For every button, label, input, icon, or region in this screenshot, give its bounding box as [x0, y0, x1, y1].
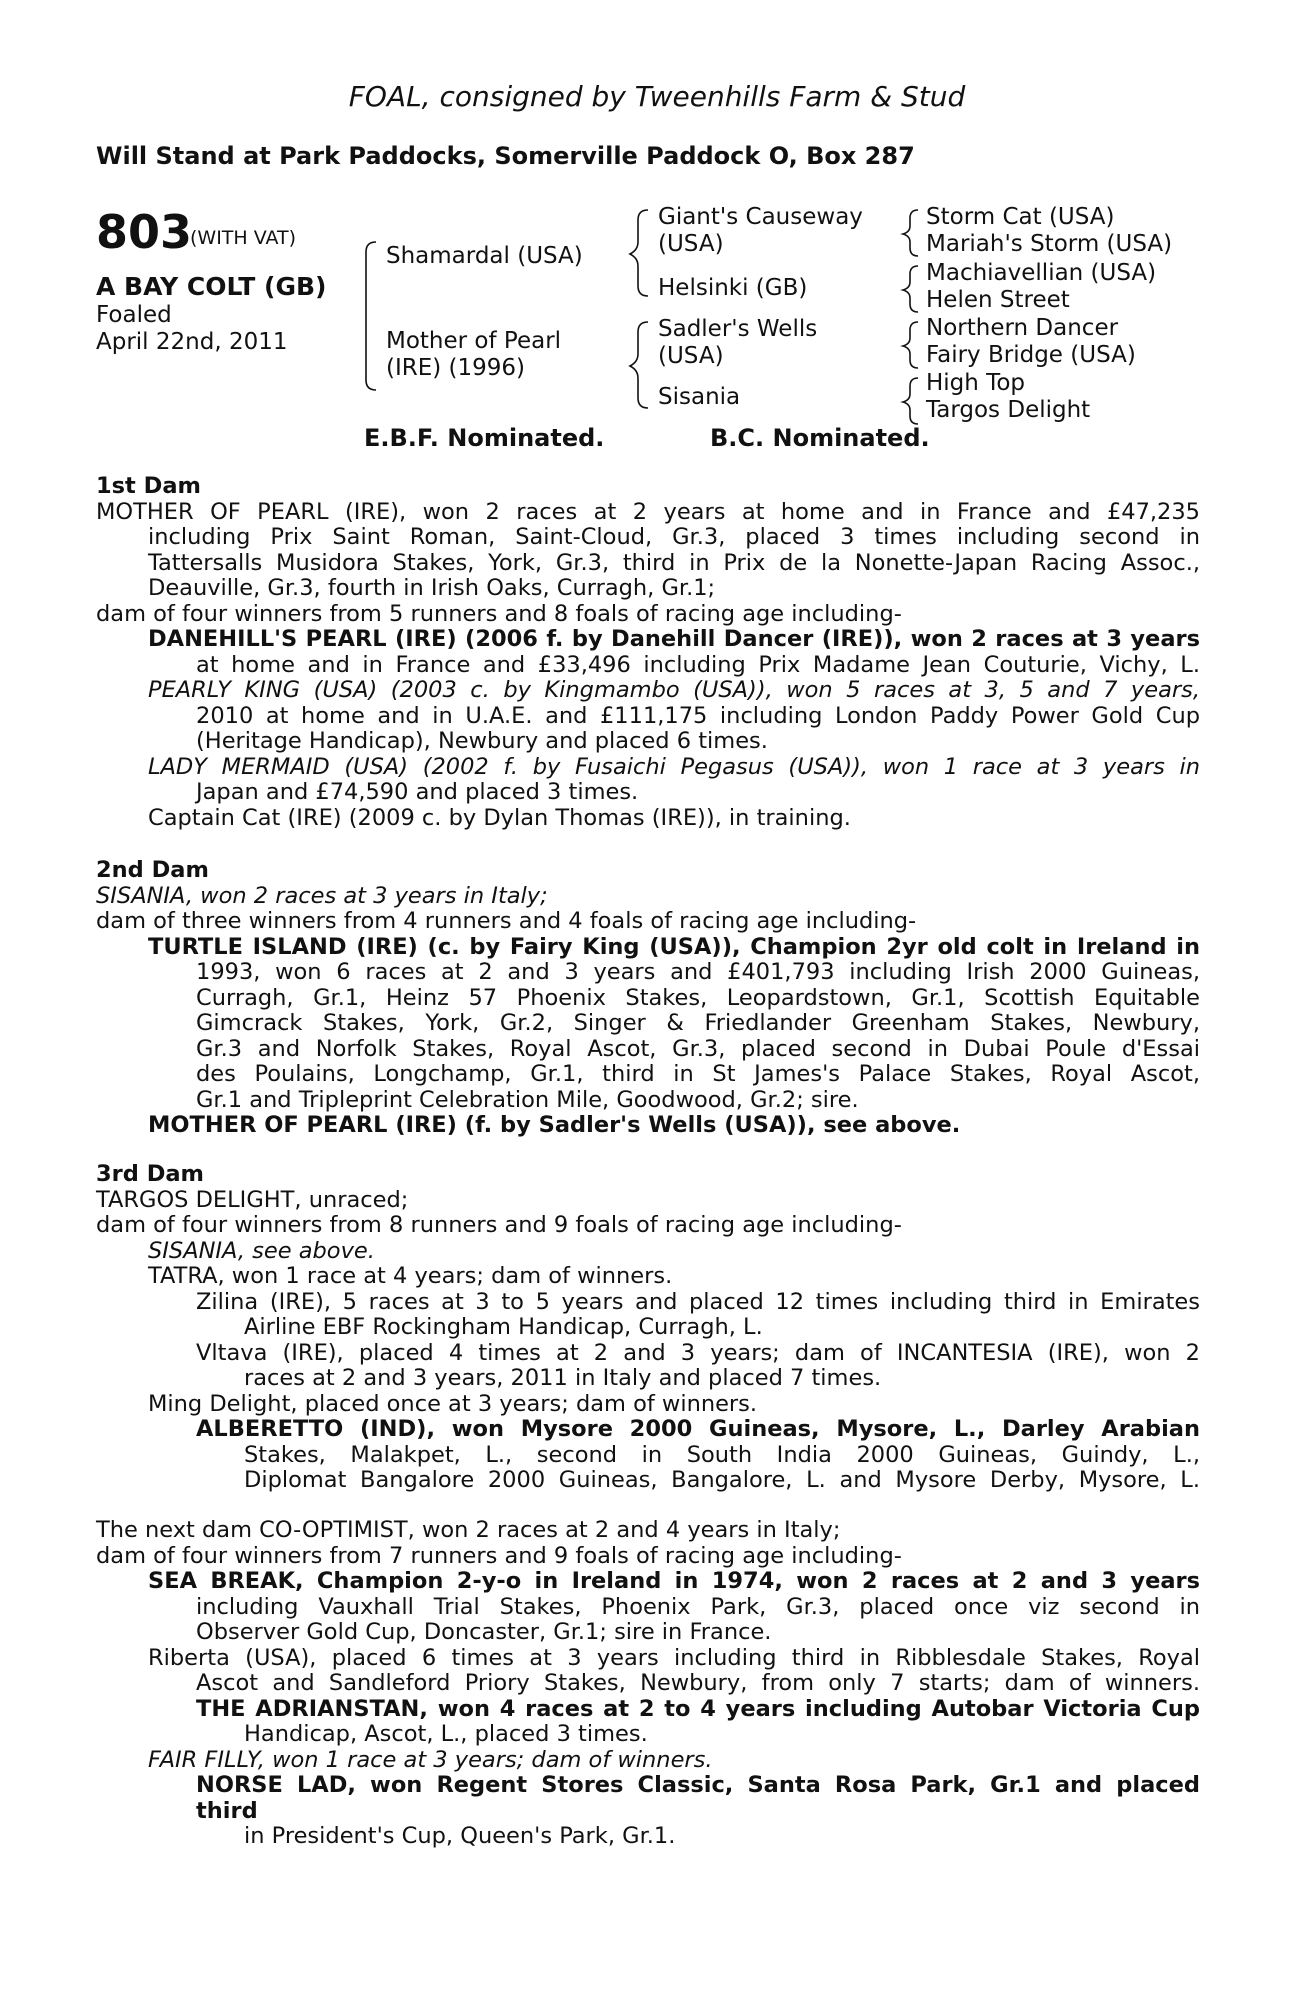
pedigree-sire-dam: Helsinki (GB)	[658, 275, 808, 301]
first-dam-section	[96, 474, 1200, 831]
first-dam-line: dam of four winners from 5 runners and 8 foals of racing age including-	[96, 600, 902, 627]
first-dam-line: (Heritage Handicap), Newbury and placed 6 times.	[196, 728, 768, 754]
pedigree-g3-2: Mariah's Storm (USA)	[926, 231, 1173, 257]
third-dam-line: Diplomat Bangalore 2000 Guineas, Bangalore, L. and Mysore Derby, Mysore, L.	[244, 1467, 1200, 1493]
next-dam-line: dam of four winners from 7 runners and 9 foals of racing age including-	[96, 1542, 902, 1569]
third-dam-line: Airline EBF Rockingham Handicap, Curragh, L.	[244, 1314, 763, 1340]
second-dam-line: Gimcrack Stakes, York, Gr.2, Singer & Friedlander Greenham Stakes, Newbury,	[196, 1010, 1200, 1036]
first-dam-line: PEARLY KING (USA) (2003 c. by Kingmambo (USA)), won 5 races at 3, 5 and 7 years,	[148, 677, 1200, 703]
lot-number: 803	[96, 205, 193, 259]
first-dam-line: Japan and £74,590 and placed 3 times.	[196, 779, 639, 805]
next-dam-line: Riberta (USA), placed 6 times at 3 years including third in Ribblesdale Stakes, Royal	[148, 1644, 1200, 1671]
first-dam-line: Captain Cat (IRE) (2009 c. by Dylan Thomas (IRE)), in training.	[148, 804, 851, 831]
first-dam-line: 2010 at home and in U.A.E. and £111,175 including London Paddy Power Gold Cup	[196, 702, 1200, 729]
pedigree-g3-4: Helen Street	[926, 287, 1070, 313]
pedigree-g3-8: Targos Delight	[926, 397, 1091, 423]
ebf-nominated: E.B.F. Nominated.	[364, 424, 605, 452]
first-dam-line: including Prix Saint Roman, Saint-Cloud, Gr.3, placed 3 times including second in	[148, 524, 1200, 550]
second-dam-line: 1993, won 6 races at 2 and 3 years and £401,793 including Irish 2000 Guineas,	[196, 959, 1200, 985]
next-dam-line: including Vauxhall Trial Stakes, Phoenix Park, Gr.3, placed once viz second in	[196, 1593, 1200, 1620]
pedigree-dam-dam: Sisania	[658, 384, 741, 410]
bc-nominated: B.C. Nominated.	[710, 424, 930, 452]
pedigree-brackets	[0, 0, 1314, 460]
second-dam-heading: 2nd Dam	[96, 857, 209, 883]
next-dam-line: THE ADRIANSTAN, won 4 races at 2 to 4 years including Autobar Victoria Cup	[196, 1695, 1200, 1722]
second-dam-line: SISANIA, won 2 races at 3 years in Italy;	[96, 882, 548, 909]
first-dam-heading: 1st Dam	[96, 473, 201, 499]
first-dam-line: MOTHER OF PEARL (IRE), won 2 races at 2 years at home and in France and £47,235	[96, 498, 1200, 525]
third-dam-line: Vltava (IRE), placed 4 times at 2 and 3 years; dam of INCANTESIA (IRE), won 2	[196, 1339, 1200, 1366]
next-dam-line: The next dam CO-OPTIMIST, won 2 races at 2 and 4 years in Italy;	[96, 1517, 841, 1543]
second-dam-section	[96, 858, 1200, 1139]
first-dam-line: at home and in France and £33,496 including Prix Madame Jean Couturie, Vichy, L.	[196, 651, 1200, 678]
next-dam-line: Observer Gold Cup, Doncaster, Gr.1; sire in France.	[196, 1619, 772, 1645]
next-dam-line: NORSE LAD, won Regent Stores Classic, Santa Rosa Park, Gr.1 and placed third	[196, 1772, 1200, 1824]
next-dam-section	[96, 1518, 1200, 1850]
foaled-label: Foaled	[96, 302, 172, 328]
pedigree-g3-1: Storm Cat (USA)	[926, 204, 1115, 230]
third-dam-heading: 3rd Dam	[96, 1161, 204, 1187]
second-dam-line: Gr.1 and Tripleprint Celebration Mile, Goodwood, Gr.2; sire.	[196, 1086, 859, 1113]
next-dam-line: SEA BREAK, Champion 2-y-o in Ireland in 1974, won 2 races at 2 and 3 years	[148, 1568, 1200, 1594]
bracket-gen3-1	[903, 210, 918, 256]
bracket-gen2-lower	[630, 322, 648, 408]
pedigree-g3-5: Northern Dancer	[926, 315, 1119, 341]
second-dam-line: dam of three winners from 4 runners and 4 foals of racing age including-	[96, 908, 917, 934]
third-dam-line: dam of four winners from 8 runners and 9 foals of racing age including-	[96, 1212, 902, 1238]
pedigree-g3-3: Machiavellian (USA)	[926, 260, 1157, 286]
third-dam-line: Ming Delight, placed once at 3 years; dam of winners.	[148, 1390, 758, 1417]
first-dam-line: Tattersalls Musidora Stakes, York, Gr.3, third in Prix de la Nonette-Japan Racing Assoc.,	[148, 549, 1200, 576]
third-dam-line: ALBERETTO (IND), won Mysore 2000 Guineas, Mysore, L., Darley Arabian	[196, 1416, 1200, 1442]
second-dam-line: MOTHER OF PEARL (IRE) (f. by Sadler's Wells (USA)), see above.	[148, 1112, 961, 1138]
second-dam-line: TURTLE ISLAND (IRE) (c. by Fairy King (USA)), Champion 2yr old colt in Ireland in	[148, 933, 1200, 960]
pedigree-dam-sire: Sadler's Wells (USA)	[658, 316, 818, 369]
pedigree-dam: Mother of Pearl (IRE) (1996)	[386, 328, 562, 381]
second-dam-line: des Poulains, Longchamp, Gr.1, third in St James's Palace Stakes, Royal Ascot,	[196, 1061, 1200, 1087]
bracket-gen3-2	[903, 266, 918, 312]
next-dam-line: Handicap, Ascot, L., placed 3 times.	[244, 1721, 648, 1747]
pedigree-g3-6: Fairy Bridge (USA)	[926, 342, 1136, 368]
third-dam-line: races at 2 and 3 years, 2011 in Italy and placed 7 times.	[244, 1365, 882, 1391]
catalogue-title: FOAL, consigned by Tweenhills Farm & Stud	[348, 80, 966, 113]
second-dam-line: Curragh, Gr.1, Heinz 57 Phoenix Stakes, Leopardstown, Gr.1, Scottish Equitable	[196, 984, 1200, 1011]
foaled-date: April 22nd, 2011	[96, 329, 288, 355]
bracket-gen1	[366, 242, 376, 390]
next-dam-line: FAIR FILLY, won 1 race at 3 years; dam of winners.	[148, 1746, 713, 1773]
third-dam-section	[96, 1162, 1200, 1494]
second-dam-line: Gr.3 and Norfolk Stakes, Royal Ascot, Gr.3, placed second in Dubai Poule d'Essai	[196, 1035, 1200, 1062]
third-dam-line: TATRA, won 1 race at 4 years; dam of winners.	[148, 1263, 673, 1289]
next-dam-line: Ascot and Sandleford Priory Stakes, Newbury, from only 7 starts; dam of winners.	[196, 1670, 1200, 1696]
vat-note: (WITH VAT)	[190, 227, 297, 249]
next-dam-line: in President's Cup, Queen's Park, Gr.1.	[244, 1823, 676, 1849]
bracket-gen3-4	[903, 378, 918, 424]
pedigree-g3-7: High Top	[926, 370, 1025, 396]
bracket-gen2-upper	[630, 210, 648, 296]
first-dam-line: LADY MERMAID (USA) (2002 f. by Fusaichi Pegasus (USA)), won 1 race at 3 years in	[148, 753, 1200, 780]
third-dam-line: Zilina (IRE), 5 races at 3 to 5 years and placed 12 times including third in Emirates	[196, 1288, 1200, 1315]
bracket-gen3-3	[903, 322, 918, 368]
third-dam-line: Stakes, Malakpet, L., second in South India 2000 Guineas, Guindy, L.,	[244, 1441, 1200, 1468]
first-dam-line: Deauville, Gr.3, fourth in Irish Oaks, Curragh, Gr.1;	[148, 575, 716, 601]
lot-name: A BAY COLT (GB)	[96, 272, 327, 301]
first-dam-line: DANEHILL'S PEARL (IRE) (2006 f. by Danehill Dancer (IRE)), won 2 races at 3 years	[148, 626, 1200, 652]
third-dam-line: SISANIA, see above.	[148, 1237, 375, 1264]
third-dam-line: TARGOS DELIGHT, unraced;	[96, 1186, 409, 1213]
pedigree-sire-sire: Giant's Causeway (USA)	[658, 204, 863, 257]
stand-location: Will Stand at Park Paddocks, Somerville Paddock O, Box 287	[96, 142, 915, 170]
pedigree-sire: Shamardal (USA)	[386, 243, 583, 269]
